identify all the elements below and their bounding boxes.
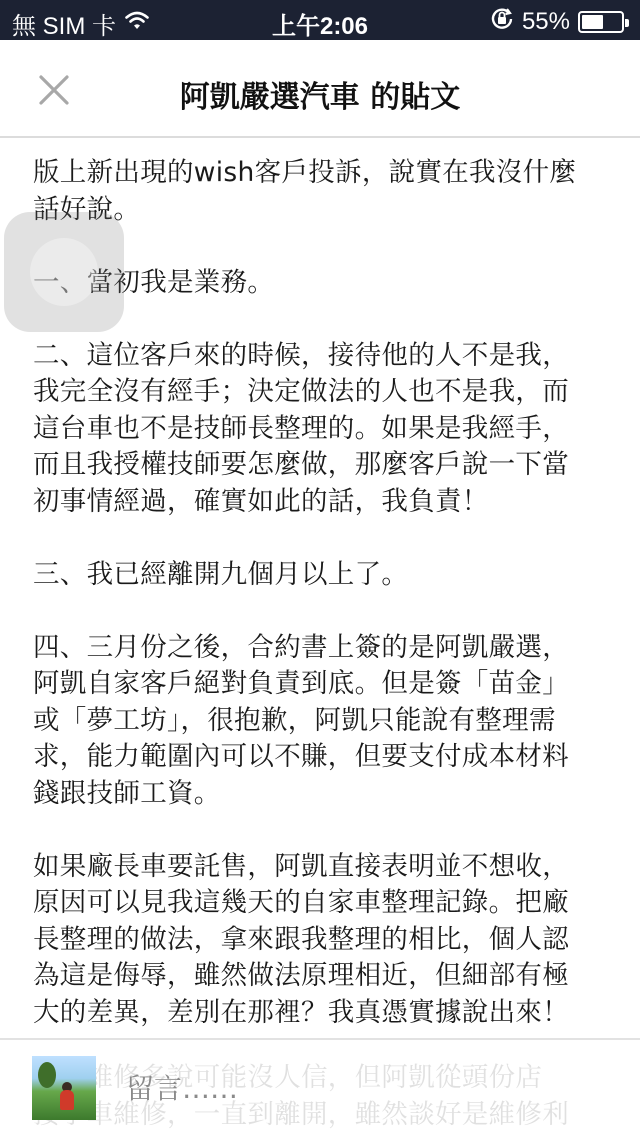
page-title: 阿凱嚴選汽車 的貼文 [179, 80, 461, 115]
avatar-tree [38, 1062, 56, 1088]
carrier-label: 無 SIM 卡 [12, 13, 117, 40]
post-paragraph-2: 一、當初我是業務。 [33, 266, 275, 298]
battery-icon [578, 11, 624, 33]
status-bar [0, 0, 640, 40]
status-time: 上午2:06 [271, 13, 369, 40]
battery-nub [625, 19, 629, 27]
assistive-touch-icon [30, 238, 98, 306]
comment-input[interactable] [126, 1066, 606, 1110]
post-paragraph-4: 三、我已經離開九個月以上了。 [33, 558, 409, 590]
post-paragraph-3: 二、這位客戶來的時候，接待他的人不是我， 我完全沒有經手；決定做法的人也不是我，而 這台車也不是技師長整理的。如果是我經手， 而且我授權技師要怎麼做，那麼客戶說一下當 初事情經過，確實如此的話，我負責！ [33, 339, 569, 517]
post-paragraph-continuation: 我做維修多說可能沒人信，但阿凱從頭份店 接手車維修，一直到離開，雖然談好是維修利 [33, 1062, 569, 1130]
status-right [490, 6, 630, 37]
assistive-touch-button[interactable] [4, 212, 124, 332]
page-header [0, 40, 640, 138]
post-paragraph-1: 版上新出現的wish客戶投訴，說實在我沒什麼 話好說。 [33, 157, 577, 225]
post-paragraph-6: 如果廠長車要託售，阿凱直接表明並不想收， 原因可以見我這幾天的自家車整理記錄。把廠 長整理的做法，拿來跟我整理的相比，個人認 為這是侮辱，雖然做法原理相近，但細部有極 大的差異，差別在那裡？我真憑實據說出來！ [33, 850, 569, 1028]
comment-bar [0, 1038, 640, 1136]
avatar-person [60, 1090, 74, 1110]
post-paragraph-5: 四、三月份之後，合約書上簽的是阿凱嚴選， 阿凱自家客戶絕對負責到底。但是簽「苗金」 或「夢工坊」，很抱歉，阿凱只能說有整理需 求，能力範圍內可以不賺，但要支付成本材料 錢跟技師工資。 [33, 631, 569, 809]
battery-fill [582, 15, 603, 29]
avatar[interactable] [32, 1056, 96, 1120]
rotation-lock-icon [490, 6, 514, 37]
battery-percent: 55% [521, 7, 570, 35]
